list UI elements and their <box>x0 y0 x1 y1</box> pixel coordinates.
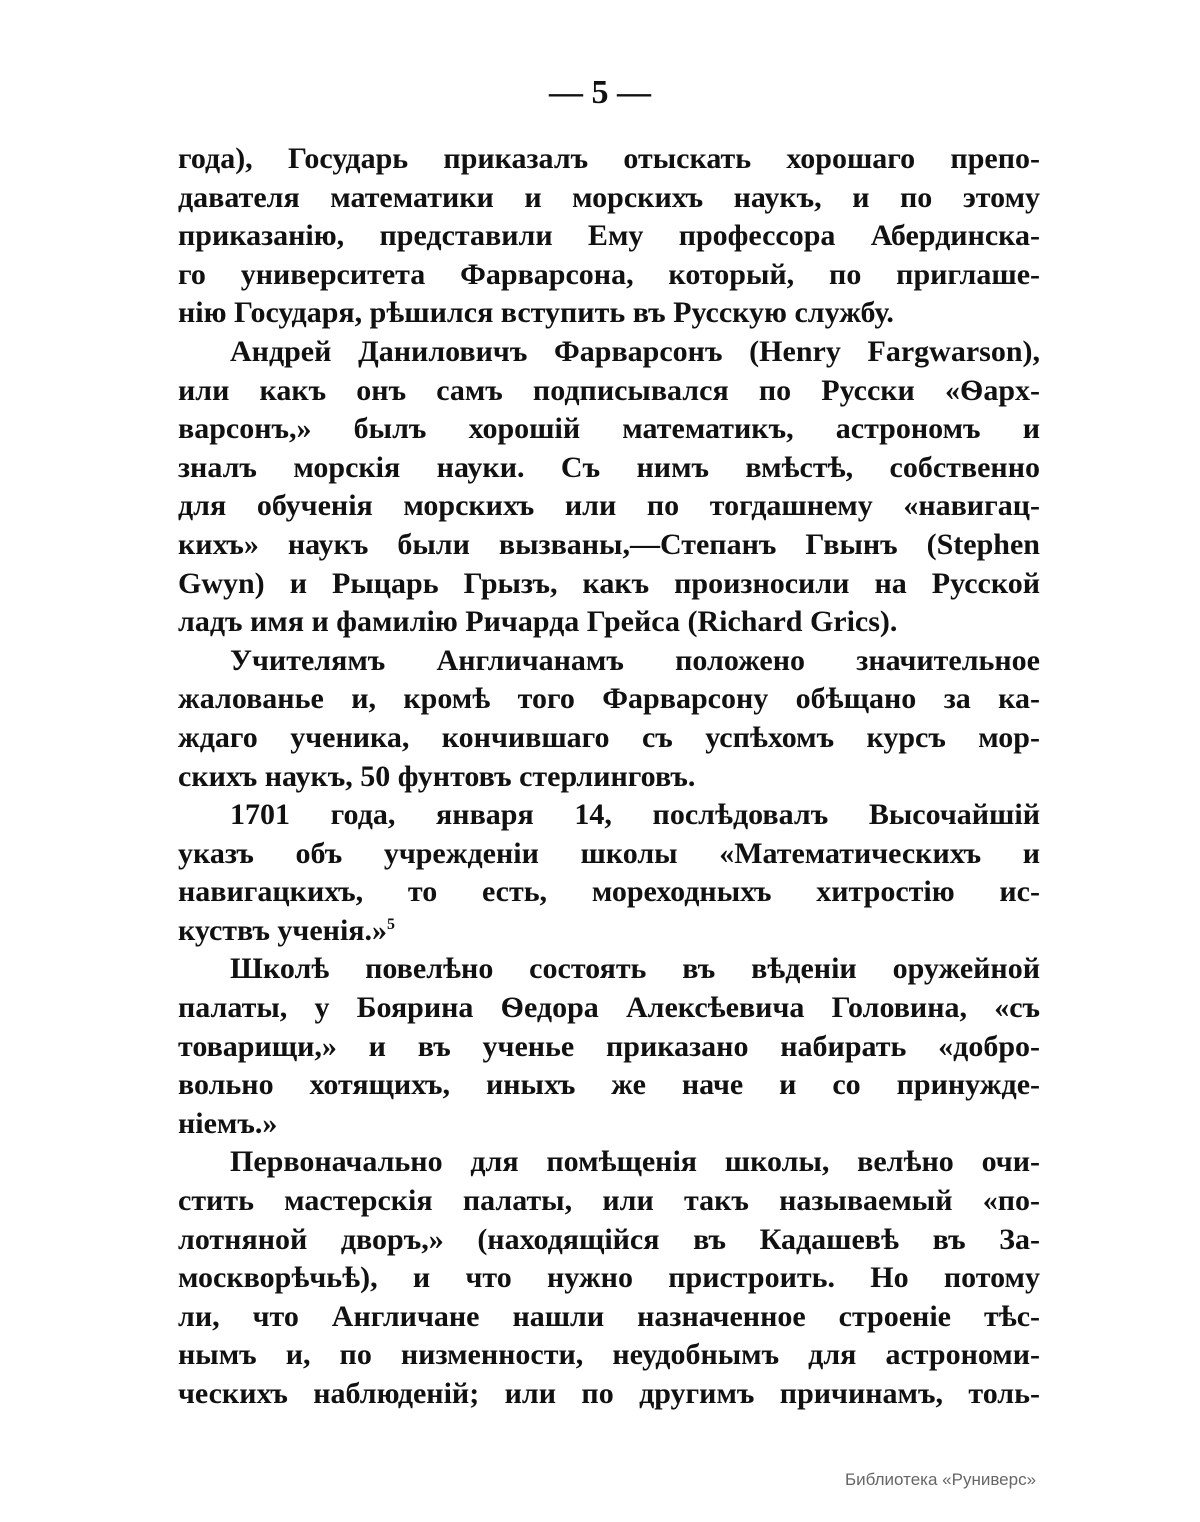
text-line <box>178 1066 1040 1105</box>
text-line <box>178 1336 1040 1375</box>
footnote-mark: 5 <box>387 915 396 933</box>
text-line-content: стить мастерскія палаты, или такъ называемый «по- <box>178 1184 1040 1218</box>
text-line <box>178 487 1040 526</box>
text-line <box>178 372 1040 411</box>
text-line-content: го университета Фарварсона, который, по приглаше- <box>178 257 1040 291</box>
text-line-content: зналъ морскія науки. Съ нимъ вмѣстѣ, собственно <box>178 450 1040 484</box>
paragraph <box>178 642 1040 796</box>
text-line <box>178 565 1040 604</box>
text-line-content: москворѣчьѣ), и что нужно пристроить. Но потому <box>178 1261 1040 1295</box>
text-line-content: варсонъ,» былъ хорошій математикъ, астрономъ и <box>178 412 1040 446</box>
text-line <box>178 719 1040 758</box>
text-line <box>178 333 1040 372</box>
text-line <box>178 989 1040 1028</box>
paragraph <box>178 140 1040 333</box>
paragraph <box>178 333 1040 642</box>
text-line-content: ждаго ученика, кончившаго съ успѣхомъ курсъ мор- <box>178 720 1040 754</box>
text-line-content: лотняной дворъ,» (находящійся въ Кадашевѣ въ За- <box>178 1222 1040 1256</box>
text-line-content: ческихъ наблюденій; или по другимъ причинамъ, толь- <box>178 1377 1040 1410</box>
text-line-content: вольно хотящихъ, иныхъ же наче и со принужде- <box>178 1068 1040 1102</box>
text-line-content: товарищи,» и въ ученье приказано набирать «добро- <box>178 1029 1040 1063</box>
text-line-content: или какъ онъ самъ подписывался по Русски «Ѳарх- <box>178 373 1040 407</box>
paragraph <box>178 1143 1040 1413</box>
text-line-content: приказанію, представили Ему профессора Абердинска- <box>178 219 1040 253</box>
text-line <box>178 1105 1040 1144</box>
text-line-content: жалованье и, кромѣ того Фарварсону обѣщано за ка- <box>178 682 1040 716</box>
body-text <box>178 140 1040 1414</box>
text-line <box>178 410 1040 449</box>
text-line <box>178 217 1040 256</box>
text-line-content: ладъ имя и фамилію Ричарда Грейса (Richard Grics). <box>178 605 898 639</box>
text-line <box>178 140 1040 179</box>
paragraph <box>178 950 1040 1143</box>
text-line-content: Андрей Даниловичъ Фарварсонъ (Henry Fargwarson), <box>230 334 1040 368</box>
page-number: — 5 — <box>549 74 651 111</box>
text-line <box>178 526 1040 565</box>
text-line <box>178 179 1040 218</box>
text-line-content: навигацкихъ, то есть, мореходныхъ хитростію ис- <box>178 875 1040 909</box>
text-line <box>178 796 1040 835</box>
paragraph <box>178 796 1040 950</box>
text-line <box>178 680 1040 719</box>
text-line <box>178 758 1040 797</box>
text-line-content: указъ объ учрежденіи школы «Математическихъ и <box>178 836 1040 870</box>
text-line <box>178 1028 1040 1067</box>
text-line <box>178 1221 1040 1260</box>
text-line <box>178 873 1040 912</box>
text-line <box>178 603 1040 642</box>
text-line-content: куствъ ученія.» <box>178 913 388 947</box>
text-line <box>178 1375 1040 1414</box>
text-line <box>178 1182 1040 1221</box>
text-line-content: кихъ» наукъ были вызваны,—Степанъ Гвынъ (Stephen <box>178 527 1040 561</box>
text-line-content: Учителямъ Англичанамъ положено значительное <box>230 643 1040 677</box>
text-line <box>178 1298 1040 1337</box>
text-line <box>178 449 1040 488</box>
text-line <box>178 642 1040 681</box>
text-line-content: ли, что Англичане нашли назначенное строеніе тѣс- <box>178 1299 1040 1333</box>
text-line <box>178 294 1040 333</box>
text-line <box>178 912 1040 951</box>
text-line-content: палаты, у Боярина Ѳедора Алексѣевича Головина, «съ <box>178 991 1040 1025</box>
text-line-content: Школѣ повелѣно состоять въ вѣденіи оружейной <box>230 952 1040 986</box>
text-line <box>178 1259 1040 1298</box>
text-line-content: скихъ наукъ, 50 фунтовъ стерлинговъ. <box>178 759 696 793</box>
text-line-content: Gwyn) и Рыцарь Грызъ, какъ произносили на Русской <box>178 566 1040 600</box>
text-line-content: Первоначально для помѣщенія школы, велѣно очи- <box>230 1145 1040 1179</box>
text-line-content: для обученія морскихъ или по тогдашнему «навигац- <box>178 489 1040 523</box>
text-line <box>178 835 1040 874</box>
text-line <box>178 950 1040 989</box>
text-line-content: года), Государь приказалъ отыскать хорошаго препо- <box>178 142 1040 175</box>
library-watermark: Библиотека «Руниверс» <box>845 1470 1037 1489</box>
text-line <box>178 256 1040 295</box>
text-line-content: нію Государя, рѣшился вступить въ Русскую службу. <box>178 296 894 330</box>
text-line-content: 1701 года, января 14, послѣдовалъ Высочайшій <box>230 798 1040 832</box>
text-line-content: нымъ и, по низменности, неудобнымъ для астрономи- <box>178 1338 1040 1372</box>
text-line-content: давателя математики и морскихъ наукъ, и по этому <box>178 180 1040 214</box>
text-line <box>178 1143 1040 1182</box>
text-line-content: ніемъ.» <box>178 1106 278 1140</box>
